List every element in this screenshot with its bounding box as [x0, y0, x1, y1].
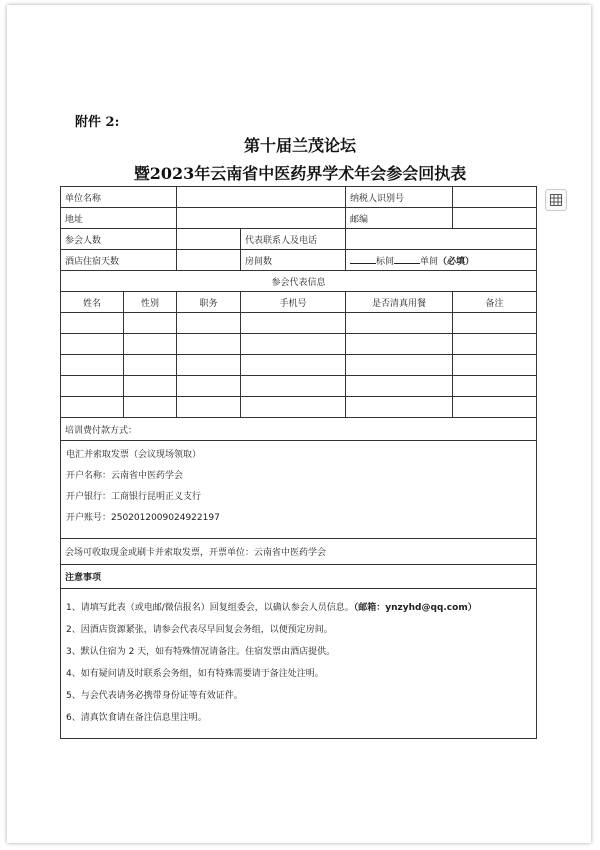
postcode-label: 邮编: [346, 208, 453, 229]
cell[interactable]: [453, 376, 537, 397]
single-room-label: 单间: [420, 256, 439, 267]
cell[interactable]: [241, 355, 346, 376]
tax-id-field[interactable]: [453, 187, 537, 208]
cell[interactable]: [241, 334, 346, 355]
cell[interactable]: [61, 334, 124, 355]
cell[interactable]: [346, 355, 453, 376]
cell[interactable]: [241, 313, 346, 334]
tax-id-label: 纳税人识别号: [346, 187, 453, 208]
address-field[interactable]: [177, 208, 346, 229]
rooms-field[interactable]: [346, 250, 537, 271]
table-row: [61, 334, 537, 355]
payment-line: 电汇并索取发票（会议现场领取）: [66, 450, 202, 460]
cell[interactable]: [124, 313, 177, 334]
postcode-field[interactable]: [453, 208, 537, 229]
doc-title-line1: 第十届兰茂论坛: [243, 136, 356, 155]
attendees-field[interactable]: [177, 229, 241, 250]
cell[interactable]: [453, 397, 537, 418]
attachment-label: 附件 2:: [75, 115, 120, 130]
email-note: （邮箱：ynzyhd@qq.com）: [353, 603, 477, 613]
cell[interactable]: [453, 313, 537, 334]
cell[interactable]: [177, 397, 241, 418]
required-note: （必填）: [438, 256, 475, 267]
col-gender: 性别: [124, 292, 177, 313]
rep-contact-label: 代表联系人及电话: [241, 229, 346, 250]
notes-title: 注意事项: [61, 565, 537, 589]
cell[interactable]: [346, 334, 453, 355]
col-phone: 手机号: [241, 292, 346, 313]
receipt-form-table: [60, 186, 537, 739]
unit-name-field[interactable]: [177, 187, 346, 208]
cell[interactable]: [177, 376, 241, 397]
cell[interactable]: [346, 397, 453, 418]
cell[interactable]: [124, 334, 177, 355]
table-row: [61, 397, 537, 418]
note-item: 5、与会代表请务必携带身份证等有效证件。: [66, 691, 243, 701]
col-title: 职务: [177, 292, 241, 313]
cell[interactable]: [124, 355, 177, 376]
table-row: [61, 376, 537, 397]
payment-details: [61, 441, 537, 539]
rooms-label: 房间数: [241, 250, 346, 271]
table-row: [61, 355, 537, 376]
standard-room-blank[interactable]: [350, 254, 376, 264]
notes-block: [61, 589, 537, 739]
col-remark: 备注: [453, 292, 537, 313]
attendees-label: 参会人数: [61, 229, 177, 250]
note-item: 2、因酒店资源紧张，请参会代表尽早回复会务组，以便预定房间。: [66, 625, 333, 635]
note-item: 3、默认住宿为 2 天，如有特殊情况请备注。住宿发票由酒店提供。: [66, 647, 336, 657]
hotel-days-field[interactable]: [177, 250, 241, 271]
cell[interactable]: [61, 355, 124, 376]
col-halal: 是否清真用餐: [346, 292, 453, 313]
address-label: 地址: [61, 208, 177, 229]
cell[interactable]: [61, 313, 124, 334]
standard-room-label: 标间: [376, 256, 395, 267]
note-item: 6、清真饮食请在备注信息里注明。: [66, 713, 207, 723]
col-name: 姓名: [61, 292, 124, 313]
cell[interactable]: [241, 376, 346, 397]
table-row: [61, 313, 537, 334]
cell[interactable]: [453, 334, 537, 355]
unit-name-label: 单位名称: [61, 187, 177, 208]
payment-line: 开户银行：工商银行昆明正义支行: [66, 492, 202, 502]
note-item: 4、如有疑问请及时联系会务组，如有特殊需要请于备注处注明。: [66, 669, 324, 679]
rep-contact-field[interactable]: [346, 229, 537, 250]
cell[interactable]: [453, 355, 537, 376]
cell[interactable]: [61, 397, 124, 418]
cell[interactable]: [241, 397, 346, 418]
table-tool-button[interactable]: [545, 189, 567, 211]
table-grid-icon: [550, 191, 562, 210]
doc-title-line2: 暨2023年云南省中医药界学术年会参会回执表: [133, 164, 467, 183]
cell[interactable]: [346, 376, 453, 397]
note-text: 1、请填写此表（或电邮/微信报名）回复组委会，以确认参会人员信息。: [66, 603, 354, 613]
hotel-days-label: 酒店住宿天数: [61, 250, 177, 271]
payment-line: 开户名称：云南省中医药学会: [66, 471, 184, 481]
cell[interactable]: [346, 313, 453, 334]
cell[interactable]: [177, 334, 241, 355]
rep-info-header: 参会代表信息: [61, 271, 537, 292]
cell[interactable]: [124, 376, 177, 397]
payment-label: 培训费付款方式：: [61, 418, 537, 441]
cell[interactable]: [124, 397, 177, 418]
cell[interactable]: [61, 376, 124, 397]
single-room-blank[interactable]: [394, 254, 420, 264]
cell[interactable]: [177, 355, 241, 376]
payment-line: 开户账号：2502012009024922197: [66, 513, 220, 523]
cell[interactable]: [177, 313, 241, 334]
onsite-payment-note: 会场可收取现金或刷卡并索取发票，开票单位：云南省中医药学会: [61, 539, 537, 565]
note-item: [66, 597, 531, 619]
